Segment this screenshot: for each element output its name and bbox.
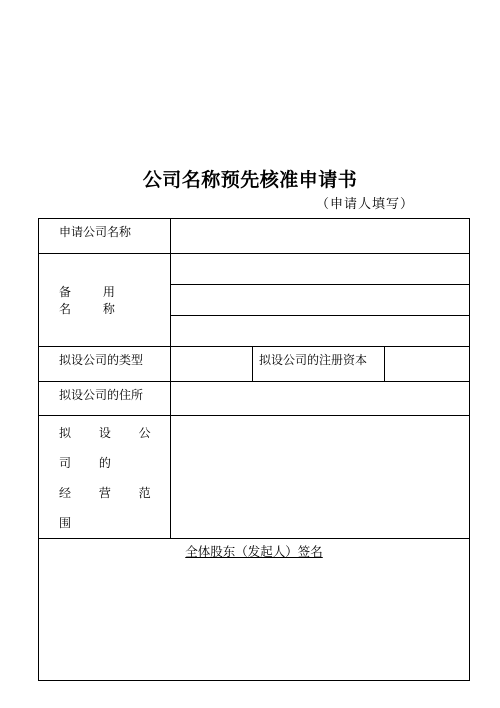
alternate-name-field-2[interactable] [171,285,470,316]
row-type-capital [39,347,470,382]
application-form-table [38,218,470,681]
company-type-label: 拟设公司的类型 [39,347,171,382]
business-scope-label-line1: 拟 设 公 司 的 [59,426,163,470]
row-address [39,382,470,416]
registered-capital-label: 拟设公司的注册资本 [253,347,385,382]
signature-label: 全体股东（发起人）签名 [185,544,323,559]
registered-capital-field[interactable] [385,347,470,382]
signature-area[interactable] [39,539,470,681]
document-title: 公司名称预先核准申请书 [142,169,358,191]
row-business-scope [39,416,470,539]
alternate-name-field-3[interactable] [171,316,470,347]
company-type-field[interactable] [171,347,253,382]
business-scope-label-line2: 经 营 范 围 [59,486,163,530]
alternate-name-label-cell [39,254,171,347]
address-field[interactable] [171,382,470,416]
alternate-name-label: 备 用 名 称 [59,285,129,316]
row-signatures [39,539,470,681]
document-subtitle: （申请人填写） [316,197,415,212]
alternate-name-field-1[interactable] [171,254,470,285]
address-label: 拟设公司的住所 [39,382,171,416]
applicant-company-name-label: 申请公司名称 [39,219,171,254]
row-alternate-name-1 [39,254,470,285]
applicant-company-name-field[interactable] [171,219,470,254]
business-scope-field[interactable] [171,416,470,539]
business-scope-label-cell [39,416,171,539]
row-applicant-company-name [39,219,470,254]
